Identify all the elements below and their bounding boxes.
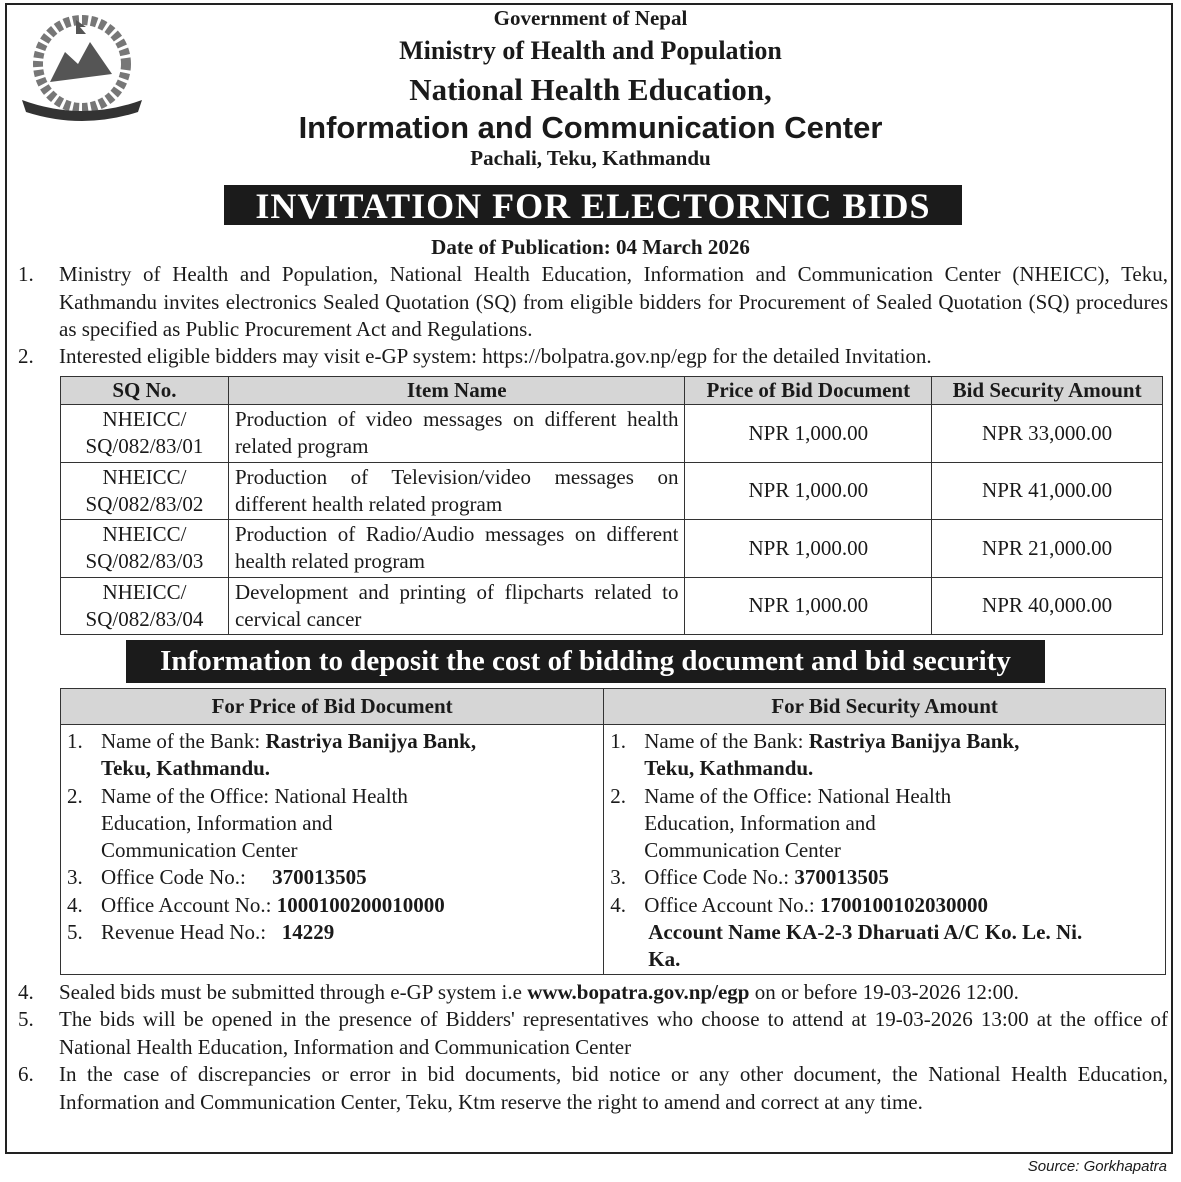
bid-security-amount: NPR 40,000.00 xyxy=(932,577,1163,635)
item-number: 3. xyxy=(67,865,83,890)
account-number: 1000100200010000 xyxy=(276,892,445,917)
point-text: on or before 19-03-2026 12:00. xyxy=(749,980,1019,1004)
point-6 xyxy=(18,1061,1168,1116)
center-name-2: Information and Communication Center xyxy=(298,110,883,145)
deposit-left-heading: For Price of Bid Document xyxy=(61,689,604,725)
item-name: Production of Television/video messages on different health related program xyxy=(228,462,685,520)
source-credit: Source: Gorkhapatra xyxy=(1027,1158,1167,1175)
revenue-head: 14229 xyxy=(281,920,335,945)
item-number: 2. xyxy=(610,783,627,808)
office-name: Name of the Office: National Health Education, Information and Communication Center xyxy=(101,783,408,863)
point-text: The bids will be opened in the presence of Bidders' representatives who choose to attend at 19-03-2026 13:00 at the office of National Health Education, Information and Communication Center xyxy=(59,1007,1168,1059)
bank-branch: Teku, Kathmandu. xyxy=(101,756,271,781)
sq-number: NHEICC/ SQ/082/83/01 xyxy=(61,405,229,463)
header-security: Bid Security Amount xyxy=(932,377,1163,405)
sq-number: NHEICC/ SQ/082/83/02 xyxy=(61,462,229,520)
code-label: Office Code No.: xyxy=(101,865,246,890)
table-row xyxy=(61,520,1163,578)
deposit-right xyxy=(604,725,1166,975)
gov-name: Government of Nepal xyxy=(493,6,688,30)
revenue-label: Revenue Head No.: xyxy=(101,920,267,945)
deposit-right-heading: For Bid Security Amount xyxy=(604,689,1166,725)
point-1 xyxy=(18,261,1168,344)
sq-number: NHEICC/ SQ/082/83/03 xyxy=(61,520,229,578)
point-5 xyxy=(18,1006,1168,1061)
item-number: 1. xyxy=(67,729,83,753)
table-row xyxy=(61,405,1163,463)
item-number: 4. xyxy=(610,892,627,917)
code-label: Office Code No.: xyxy=(644,865,790,890)
office-code: 370013505 xyxy=(272,865,367,890)
bid-table xyxy=(60,376,1163,635)
point-number: 2. xyxy=(18,344,34,368)
item-number: 5. xyxy=(67,920,83,945)
bid-document-price: NPR 1,000.00 xyxy=(685,405,932,463)
table-header-row xyxy=(61,377,1163,405)
notice-title: INVITATION FOR ELECTORNIC BIDS xyxy=(224,185,962,225)
publication-date: Date of Publication: 04 March 2026 xyxy=(431,235,750,259)
header-price: Price of Bid Document xyxy=(685,377,932,405)
bid-security-amount: NPR 41,000.00 xyxy=(932,462,1163,520)
point-text: Sealed bids must be submitted through e-GP system i.e xyxy=(59,980,528,1004)
account-label: Office Account No.: xyxy=(644,892,815,917)
point-2 xyxy=(18,343,1168,371)
account-label: Office Account No.: xyxy=(101,892,272,917)
ministry-name: Ministry of Health and Population xyxy=(399,36,782,65)
point-text: In the case of discrepancies or error in bid documents, bid notice or any other document, the National Health Education, Information and Communication Center, Teku, Ktm reserve the right to amend and correct at any time. xyxy=(59,1062,1168,1114)
item-number: 3. xyxy=(610,865,627,890)
header-sq: SQ No. xyxy=(61,377,229,405)
bid-document-price: NPR 1,000.00 xyxy=(685,462,932,520)
item-number: 2. xyxy=(67,783,83,808)
item-name: Production of video messages on different health related program xyxy=(228,405,685,463)
point-4 xyxy=(18,979,1168,1007)
egp-link[interactable]: www.bopatra.gov.np/egp xyxy=(527,980,750,1004)
point-number: 4. xyxy=(18,980,34,1004)
table-row xyxy=(61,577,1163,635)
center-name-1: National Health Education, xyxy=(409,72,772,107)
point-number: 5. xyxy=(18,1007,34,1031)
item-number: 4. xyxy=(67,892,83,917)
bank-name: Rastriya Banijya Bank, xyxy=(808,729,1020,753)
point-number: 1. xyxy=(18,262,34,286)
point-text: Ministry of Health and Population, National Health Education, Information and Communication Center (NHEICC), Teku, Kathmandu invites electronics Sealed Quotation (SQ) from eligible bidders for Procurement of Sealed Quotation (SQ) procedures as specified as Public Procurement Act and Regulations. xyxy=(59,262,1168,341)
bank-label: Name of the Bank: xyxy=(644,729,804,753)
point-text: Interested eligible bidders may visit e-GP system: https://bolpatra.gov.np/egp for the detailed Invitation. xyxy=(59,344,932,368)
bid-security-amount: NPR 33,000.00 xyxy=(932,405,1163,463)
bank-name: Rastriya Banijya Bank, xyxy=(265,729,477,753)
bid-document-price: NPR 1,000.00 xyxy=(685,577,932,635)
table-row xyxy=(61,462,1163,520)
item-name: Development and printing of flipcharts related to cervical cancer xyxy=(228,577,685,635)
header-item: Item Name xyxy=(228,377,685,405)
bid-security-amount: NPR 21,000.00 xyxy=(932,520,1163,578)
bid-document-price: NPR 1,000.00 xyxy=(685,520,932,578)
deposit-banner: Information to deposit the cost of bidding document and bid security xyxy=(126,640,1045,683)
point-number: 6. xyxy=(18,1062,34,1086)
account-name: Account Name KA-2-3 Dharuati A/C Ko. Le. Ni. Ka. xyxy=(648,920,1083,972)
address: Pachali, Teku, Kathmandu xyxy=(470,146,711,170)
item-name: Production of Radio/Audio messages on different health related program xyxy=(228,520,685,578)
deposit-table xyxy=(60,688,1166,975)
account-number: 1700100102030000 xyxy=(820,892,988,917)
office-code: 370013505 xyxy=(794,865,889,890)
bank-branch: Teku, Kathmandu. xyxy=(644,756,814,781)
deposit-left xyxy=(61,725,604,975)
sq-number: NHEICC/ SQ/082/83/04 xyxy=(61,577,229,635)
office-name: Name of the Office: National Health Education, Information and Communication Center xyxy=(644,783,952,863)
bank-label: Name of the Bank: xyxy=(101,729,261,753)
item-number: 1. xyxy=(610,729,627,753)
